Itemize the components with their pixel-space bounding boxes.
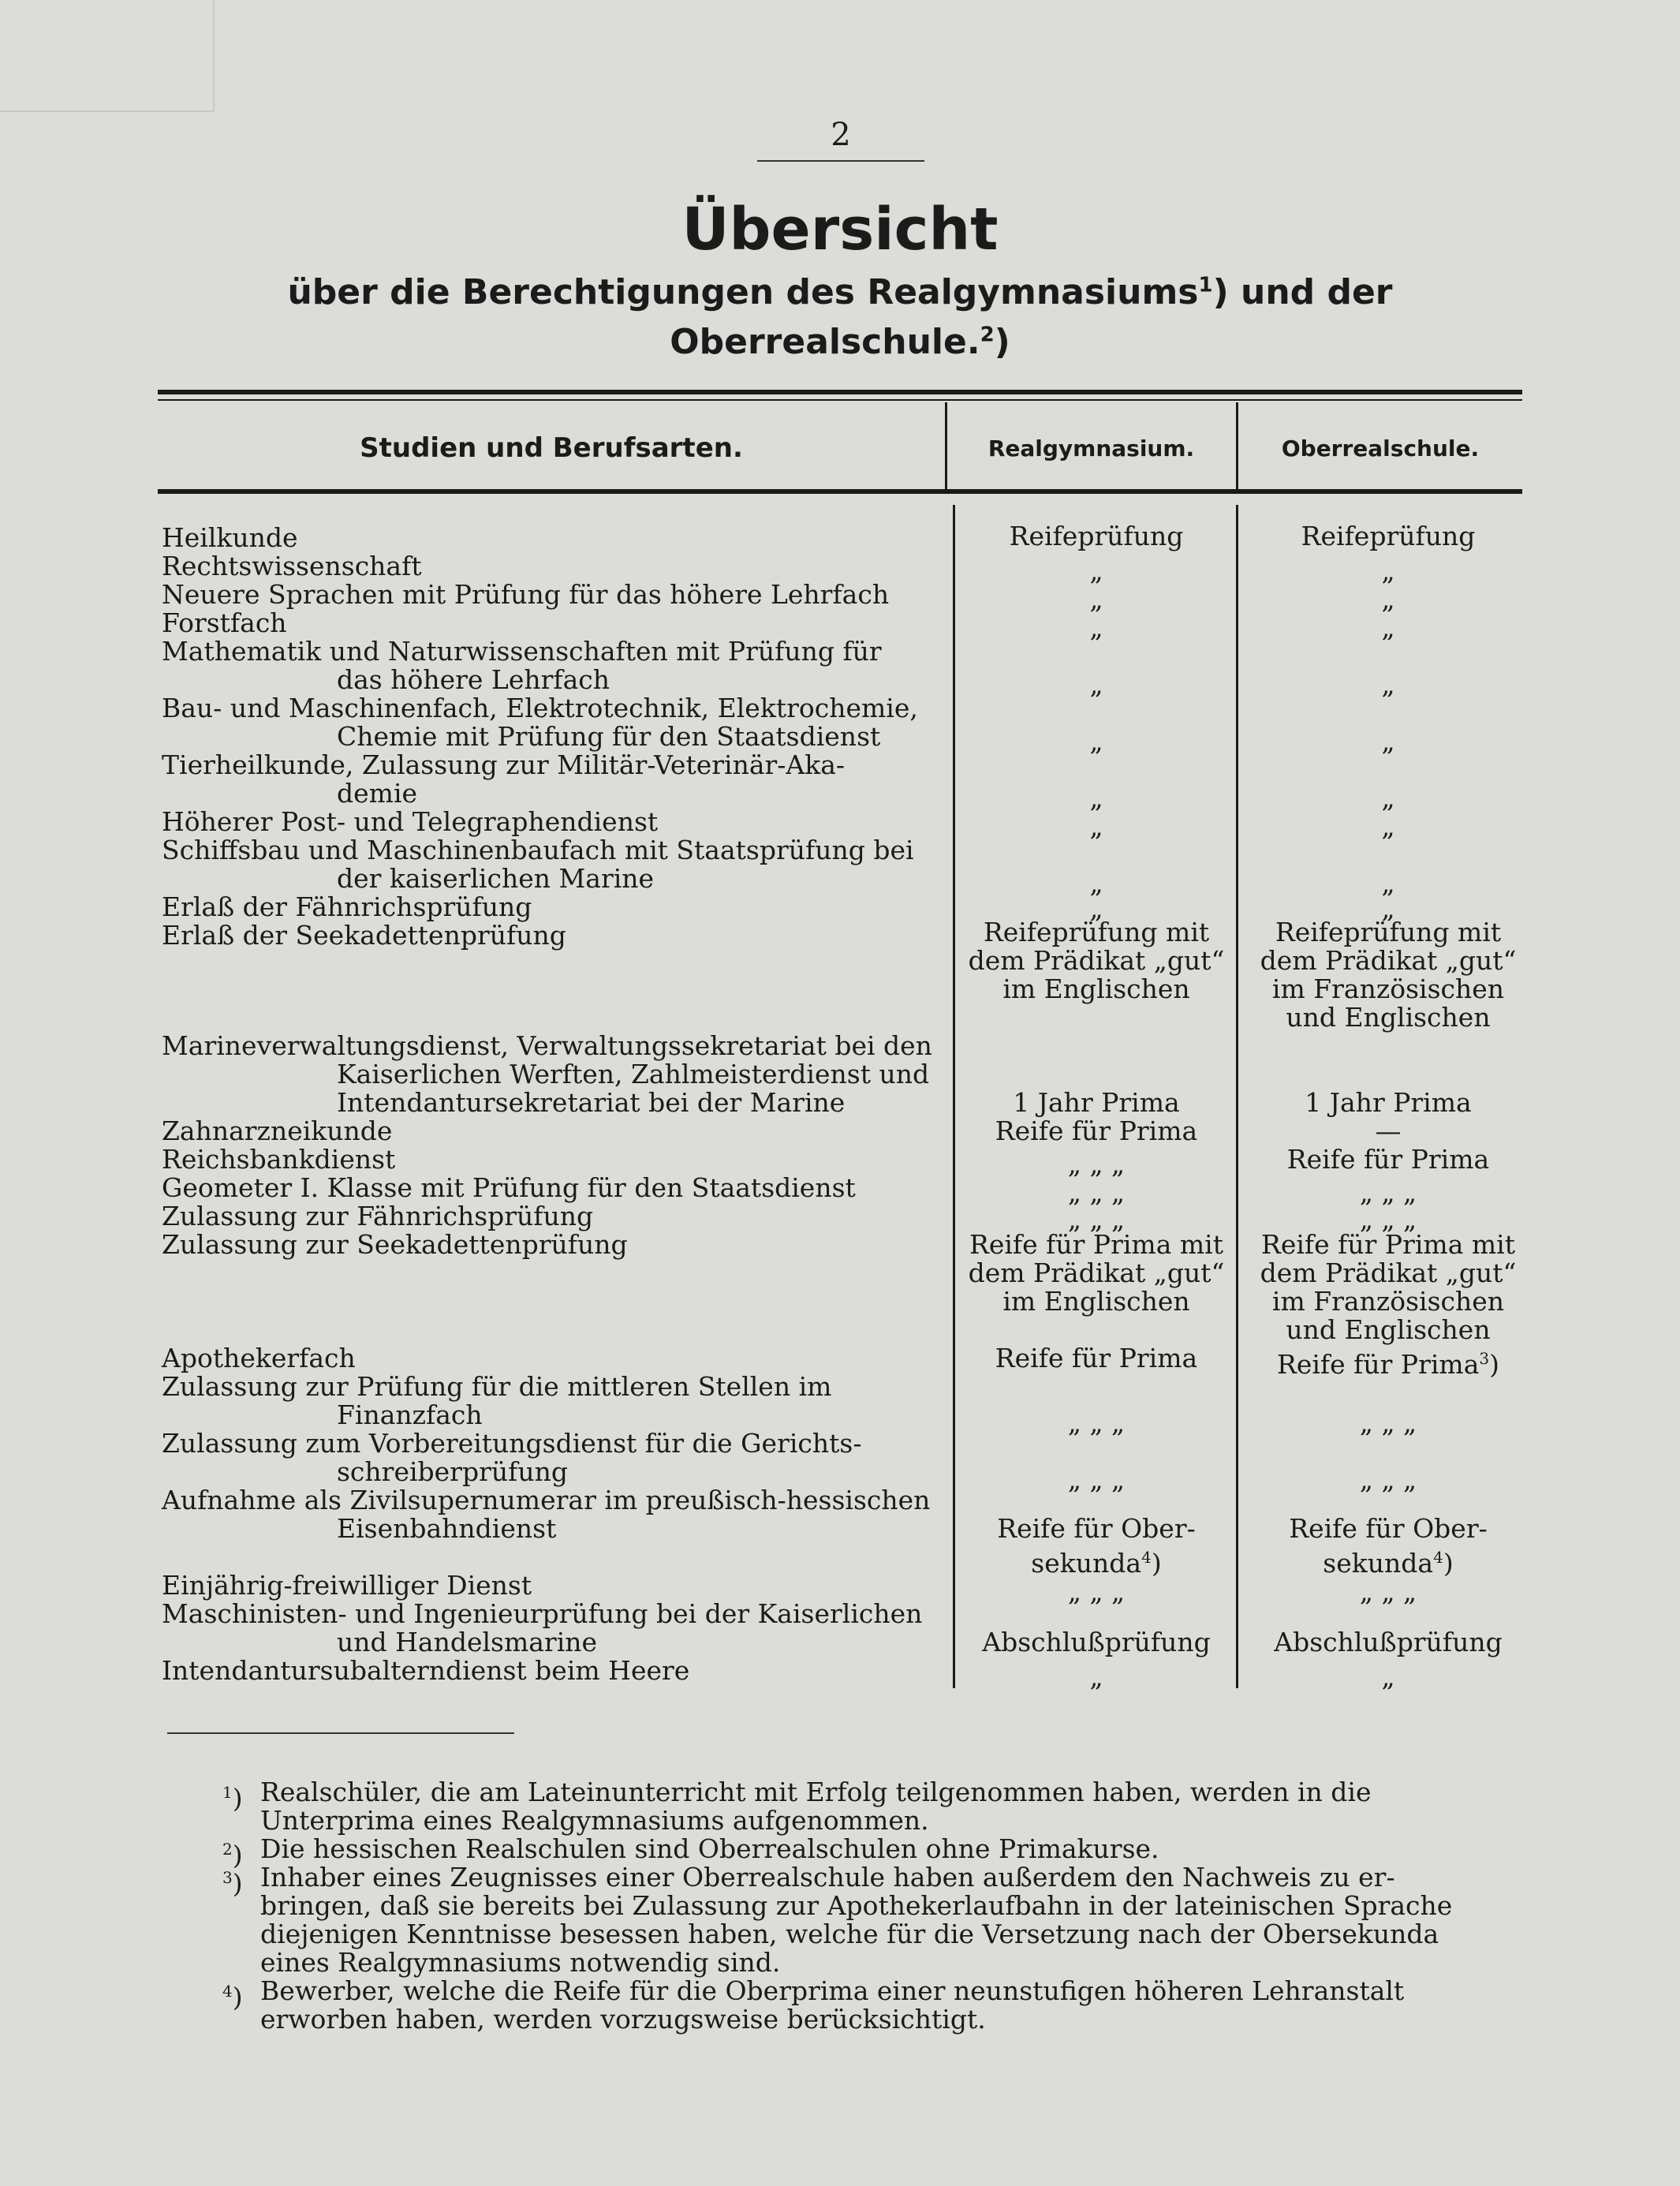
row-label-tierheilkunde: Tierheilkunde, Zulassung zur Militär-Veterinär-Aka- (162, 749, 846, 780)
cell-rg-forstfach: „ (1089, 612, 1103, 643)
row-label-marineverwaltung: Marineverwaltungsdienst, Verwaltungssekretariat bei den (162, 1030, 932, 1061)
cell-or-schiffsbau: „ (1381, 868, 1395, 899)
cell-or-rechtswissenschaft: „ (1381, 555, 1395, 586)
footnote-2-line-1: Die hessischen Realschulen sind Oberrealschulen ohne Primakurse. (260, 1833, 1159, 1864)
cell-or-neuere-sprachen: „ (1381, 584, 1395, 615)
cell-rg-mittlere-stellen: „ „ „ (1067, 1407, 1126, 1438)
footnote-3: $^3$) Inhaber eines Zeugnisses einer Oberrealschule haben außerdem den Nachweis zu er- bringen, daß sie bereits bei Zulassung zur Apothekerlaufbahn in der lateinischen Sprache diejenigen Kenntnisse besessen haben, welche für die Versetzung nach der Obersekunda eines Realgymnasiums notwendig sind. (260, 1863, 1538, 1977)
page-number-rule (757, 160, 924, 162)
header-oberrealschule: Oberrealschule. (1281, 435, 1480, 461)
subtitle-line-1: über die Berechtigungen des Realgymnasiums$^1$) und der (287, 272, 1393, 312)
cell-or-zivilsupernumerar-2: sekunda$^4$) (1323, 1548, 1454, 1579)
cell-or-bau-maschinenfach: „ (1381, 726, 1395, 757)
footnote-1: $^1$) Realschüler, die am Lateinunterricht mit Erfolg teilgenommen haben, werden in die Unterprima eines Realgymnasiums aufgenommen. (260, 1778, 1538, 1835)
cell-or-einjaehrig: „ „ „ (1359, 1576, 1417, 1607)
cell-rg-zulassung-faehnrich: „ „ „ (1067, 1204, 1126, 1235)
cell-or-maschinisten: Abschlußprüfung (1274, 1627, 1503, 1657)
cell-rg-tierheilkunde: „ (1089, 783, 1103, 813)
scan-corner-mark (0, 0, 215, 112)
row-label-gerichtsschreiber: Zulassung zum Vorbereitungsdienst für die Gerichts- (162, 1428, 862, 1459)
cell-rg-zivilsupernumerar-1: Reife für Ober- (997, 1513, 1196, 1544)
cell-or-erlass-seekadetten-1: Reifeprüfung mit (1275, 917, 1502, 947)
header-studies: Studien und Berufsarten. (360, 432, 743, 464)
cell-or-erlass-seekadetten-2: dem Prädikat „gut“ (1260, 945, 1517, 976)
cell-or-mittlere-stellen: „ „ „ (1359, 1407, 1417, 1438)
cell-or-reichsbankdienst: Reife für Prima (1286, 1144, 1490, 1175)
footnote-3-line-2: bringen, daß sie bereits bei Zulassung zur Apothekerlaufbahn in der lateinischen Sprache (260, 1890, 1453, 1921)
row-label-maschinisten: Maschinisten- und Ingenieurprüfung bei der Kaiserlichen (162, 1598, 923, 1629)
cell-or-marineverwaltung: 1 Jahr Prima (1305, 1087, 1472, 1118)
row-label-reichsbankdienst: Reichsbankdienst (162, 1144, 396, 1175)
row-label-bau-maschinenfach: Bau- und Maschinenfach, Elektrotechnik, Elektrochemie, (162, 693, 918, 723)
footnote-4-line-1: Bewerber, welche die Reife für die Oberprima einer neunstufigen höheren Lehranstalt (260, 1975, 1405, 2006)
cell-rg-maschinisten: Abschlußprüfung (982, 1627, 1211, 1657)
row-label-zivilsupernumerar-cont: Eisenbahndienst (337, 1513, 557, 1544)
cell-rg-intendantursubaltern: „ (1089, 1661, 1103, 1692)
row-label-intendantursubaltern: Intendantursubalterndienst beim Heere (162, 1655, 690, 1686)
cell-or-heilkunde: Reifeprüfung (1301, 521, 1476, 551)
cell-or-erlass-seekadetten-3: im Französischen (1271, 973, 1505, 1004)
row-label-mittlere-stellen-cont: Finanzfach (337, 1399, 483, 1430)
cell-rg-zulassung-seekadetten-3: im Englischen (1002, 1286, 1190, 1317)
row-label-bau-maschinenfach-cont: Chemie mit Prüfung für den Staatsdienst (337, 721, 881, 752)
cell-or-zivilsupernumerar-1: Reife für Ober- (1289, 1513, 1488, 1544)
cell-or-geometer: „ „ „ (1359, 1177, 1417, 1208)
cell-or-intendantursubaltern: „ (1381, 1661, 1395, 1692)
cell-rg-schiffsbau: „ (1089, 868, 1103, 899)
cell-rg-marineverwaltung: 1 Jahr Prima (1013, 1087, 1180, 1118)
cell-or-mathematik: „ (1381, 669, 1395, 700)
cell-rg-erlass-seekadetten-2: dem Prädikat „gut“ (968, 945, 1225, 976)
footnote-3-line-3: diejenigen Kenntnisse besessen haben, welche für die Versetzung nach der Obersekunda (260, 1919, 1439, 1949)
footnote-2: $^2$) Die hessischen Realschulen sind Oberrealschulen ohne Primakurse. (260, 1835, 1538, 1863)
cell-or-gerichtsschreiber: „ „ „ (1359, 1464, 1417, 1495)
row-label-marineverwaltung-cont: Kaiserlichen Werften, Zahlmeisterdienst und (337, 1059, 930, 1089)
cell-or-zulassung-seekadetten-4: und Englischen (1286, 1314, 1491, 1345)
cell-or-zulassung-seekadetten-2: dem Prädikat „gut“ (1260, 1257, 1517, 1288)
row-label-schiffsbau: Schiffsbau und Maschinenbaufach mit Staatsprüfung bei (162, 835, 914, 865)
cell-or-post-telegraphendienst: „ (1381, 811, 1395, 842)
footnote-3-line-4: eines Realgymnasiums notwendig sind. (260, 1947, 781, 1978)
cell-rg-bau-maschinenfach: „ (1089, 726, 1103, 757)
cell-rg-rechtswissenschaft: „ (1089, 555, 1103, 586)
cell-or-zulassung-faehnrich: „ „ „ (1359, 1204, 1417, 1235)
cell-or-apothekerfach: Reife für Prima$^3$) (1276, 1349, 1499, 1380)
row-label-einjaehrig: Einjährig-freiwilliger Dienst (162, 1570, 532, 1601)
table-top-rule-thin (158, 399, 1522, 401)
row-label-erlass-seekadetten: Erlaß der Seekadettenprüfung (162, 920, 566, 951)
cell-rg-post-telegraphendienst: „ (1089, 811, 1103, 842)
page-number: 2 (831, 117, 851, 153)
cell-rg-einjaehrig: „ „ „ (1067, 1576, 1126, 1607)
cell-rg-erlass-faehnrich: „ (1089, 893, 1103, 924)
cell-or-tierheilkunde: „ (1381, 783, 1395, 813)
row-label-mittlere-stellen: Zulassung zur Prüfung für die mittleren Stellen im (162, 1371, 832, 1402)
row-label-neuere-sprachen: Neuere Sprachen mit Prüfung für das höhere Lehrfach (162, 579, 890, 610)
cell-rg-apothekerfach: Reife für Prima (995, 1343, 1198, 1373)
subtitle-line-2: Oberrealschule.$^2$) (670, 322, 1010, 362)
cell-rg-mathematik: „ (1089, 669, 1103, 700)
row-label-forstfach: Forstfach (162, 607, 287, 638)
row-label-zulassung-faehnrich: Zulassung zur Fähnrichsprüfung (162, 1201, 594, 1231)
row-label-apothekerfach: Apothekerfach (162, 1343, 356, 1373)
footnote-4: $^4$) Bewerber, welche die Reife für die Oberprima einer neunstufigen höheren Lehranstalt erworben haben, werden vorzugsweise berücksichtigt. (260, 1977, 1538, 2034)
row-label-mathematik: Mathematik und Naturwissenschaften mit Prüfung für (162, 636, 882, 667)
cell-rg-reichsbankdienst: „ „ „ (1067, 1149, 1126, 1179)
row-label-tierheilkunde-cont: demie (337, 778, 418, 809)
row-label-maschinisten-cont: und Handelsmarine (337, 1627, 598, 1657)
row-label-erlass-faehnrich: Erlaß der Fähnrichsprüfung (162, 891, 532, 922)
row-label-geometer: Geometer I. Klasse mit Prüfung für den Staatsdienst (162, 1172, 856, 1203)
cell-rg-zahnarzneikunde: Reife für Prima (995, 1115, 1198, 1146)
cell-or-forstfach: „ (1381, 612, 1395, 643)
row-label-mathematik-cont: das höhere Lehrfach (337, 664, 610, 695)
cell-or-zahnarzneikunde: — (1375, 1115, 1402, 1146)
footnote-4-line-2: erworben haben, werden vorzugsweise berücksichtigt. (260, 2004, 986, 2035)
row-label-post-telegraphendienst: Höherer Post- und Telegraphendienst (162, 806, 659, 837)
footnote-1-line-1: Realschüler, die am Lateinunterricht mit Erfolg teilgenommen haben, werden in die (260, 1777, 1372, 1807)
page-title: Übersicht (681, 196, 999, 263)
cell-or-zulassung-seekadetten-1: Reife für Prima mit (1261, 1229, 1515, 1260)
row-label-gerichtsschreiber-cont: schreiberprüfung (337, 1456, 568, 1487)
table-top-rule (158, 390, 1522, 394)
cell-or-erlass-faehnrich: „ (1381, 893, 1395, 924)
row-label-heilkunde: Heilkunde (162, 522, 298, 553)
cell-rg-zulassung-seekadetten-1: Reife für Prima mit (969, 1229, 1223, 1260)
header-bottom-rule (158, 489, 1522, 494)
cell-or-erlass-seekadetten-4: und Englischen (1286, 1002, 1491, 1033)
cell-rg-neuere-sprachen: „ (1089, 584, 1103, 615)
footnote-rule (167, 1732, 514, 1734)
footnote-1-line-2: Unterprima eines Realgymnasiums aufgenommen. (260, 1805, 929, 1836)
cell-rg-zivilsupernumerar-2: sekunda$^4$) (1031, 1548, 1162, 1579)
cell-rg-erlass-seekadetten-3: im Englischen (1002, 973, 1190, 1004)
cell-rg-erlass-seekadetten-1: Reifeprüfung mit (983, 917, 1210, 947)
row-label-zahnarzneikunde: Zahnarzneikunde (162, 1115, 393, 1146)
cell-rg-gerichtsschreiber: „ „ „ (1067, 1464, 1126, 1495)
header-realgymnasium: Realgymnasium. (987, 435, 1195, 461)
footnote-3-line-1: Inhaber eines Zeugnisses einer Oberrealschule haben außerdem den Nachweis zu er- (260, 1862, 1395, 1893)
cell-rg-zulassung-seekadetten-2: dem Prädikat „gut“ (968, 1257, 1225, 1288)
row-label-schiffsbau-cont: der kaiserlichen Marine (337, 863, 655, 894)
row-label-zivilsupernumerar: Aufnahme als Zivilsupernumerar im preußisch-hessischen (162, 1485, 931, 1515)
row-label-rechtswissenschaft: Rechtswissenschaft (162, 551, 422, 581)
cell-rg-geometer: „ „ „ (1067, 1177, 1126, 1208)
row-label-zulassung-seekadetten: Zulassung zur Seekadettenprüfung (162, 1229, 628, 1260)
row-label-marineverwaltung-cont2: Intendantursekretariat bei der Marine (337, 1087, 846, 1118)
cell-or-zulassung-seekadetten-3: im Französischen (1271, 1286, 1505, 1317)
cell-rg-heilkunde: Reifeprüfung (1009, 521, 1184, 551)
